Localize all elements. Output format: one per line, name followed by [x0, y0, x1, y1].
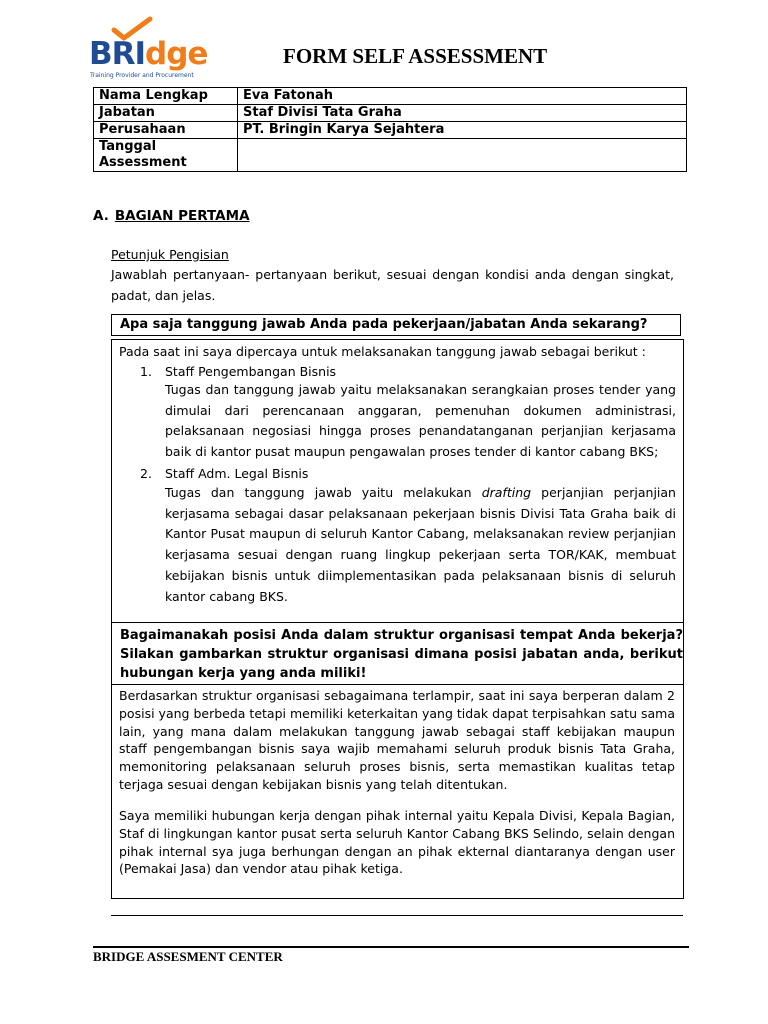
answer-1-intro: Pada saat ini saya dipercaya untuk melaksanakan tanggung jawab sebagai berikut :: [119, 344, 646, 359]
logo-tagline: Training Provider and Procurement: [90, 72, 194, 79]
page-title: FORM SELF ASSESSMENT: [283, 44, 548, 68]
list-item-1-title: Staff Pengembangan Bisnis: [165, 364, 337, 379]
desc-part: perjanjian perjanjian kerjasama sebagai dasar pelaksanaan pekerjaan bisnis Divisi Tata Graha baik di Kantor Pusat maupun di seluruh Kantor Cabang, melaksanakan review perjanjian kerjasama sesuai dengan ruang lingkup pekerjaan serta TOR/KAK, membuat kebijakan bisnis untuk diimplementasikan pada pelaksanaan bisnis di seluruh kantor cabang BKS.: [165, 485, 676, 604]
table-row: [94, 139, 687, 172]
label-nama: Nama Lengkap: [94, 88, 238, 105]
list-item-2-title: Staff Adm. Legal Bisnis: [165, 466, 309, 481]
answer-2-para1: Berdasarkan struktur organisasi sebagaimana terlampir, saat ini saya berperan dalam 2 posisi yang berbeda tetapi memiliki keterkaitan yang tidak dapat terpisahkan satu sama lain, yang mana dalam melakukan tanggung jawab sebagai staff kebijakan maupun staff pengembangan bisnis saya wajib memahami seluruh produk bisnis Tata Graha, memonitoring pelaksanaan seluruh proses bisnis, serta memastikan kualitas tetap terjaga sesuai dengan kebijakan bisnis yang telah ditentukan.: [119, 688, 675, 792]
list-item-1-desc: Tugas dan tanggung jawab yaitu melaksanakan serangkaian proses tender yang dimulai dari perencanaan anggaran, pemenuhan dokumen administrasi, pelaksanaan negosiasi hingga proses penandatanganan perjanjian kerjasama baik di kantor pusat maupun pengawalan proses tender di kantor cabang BKS;: [165, 382, 676, 460]
logo-wordmark: [89, 36, 207, 72]
divider: [111, 915, 683, 916]
answer-2-para2: Saya memiliki hubungan kerja dengan pihak internal yaitu Kepala Divisi, Kepala Bagian, Staf di lingkungan kantor pusat serta seluruh Kantor Cabang BKS Selindo, selain dengan pihak internal sya juga berhungan dengan an pihak ekternal diantaranya dengan user (Pemakai Jasa) dan vendor atau pihak ketiga.: [119, 808, 675, 877]
value-jabatan: Staf Divisi Tata Graha: [238, 105, 687, 122]
footer-divider: [93, 946, 689, 948]
list-item-2-number: 2.: [140, 466, 152, 481]
question-1: Apa saja tanggung jawab Anda pada pekerjaan/jabatan Anda sekarang?: [111, 314, 681, 336]
section-letter: A.: [93, 208, 109, 224]
instructions-text: Jawablah pertanyaan- pertanyaan berikut, sesuai dengan kondisi anda dengan singkat, padat, dan jelas.: [111, 267, 674, 303]
question-2: Bagaimanakah posisi Anda dalam struktur organisasi tempat Anda bekerja? Silakan gambarkan struktur organisasi dimana posisi jabatan anda, berikut hubungan kerja yang anda miliki!: [111, 622, 684, 687]
label-jabatan: Jabatan: [94, 105, 238, 122]
logo-bri: BRI: [89, 36, 146, 72]
list-item-2-desc: [165, 483, 676, 607]
section-title: BAGIAN PERTAMA: [114, 208, 250, 224]
answer-2-box: [111, 684, 684, 899]
list-item-1-number: 1.: [140, 364, 152, 379]
info-table: [93, 87, 687, 172]
section-heading: [93, 208, 250, 224]
table-row: [94, 105, 687, 122]
answer-1-box: [111, 339, 684, 624]
table-row: [94, 122, 687, 139]
instructions-heading: Petunjuk Pengisian: [111, 247, 229, 262]
desc-part: Tugas dan tanggung jawab yaitu melakukan: [165, 485, 482, 500]
desc-emphasis: drafting: [481, 485, 532, 500]
value-nama: Eva Fatonah: [238, 88, 687, 105]
footer-text: BRIDGE ASSESMENT CENTER: [93, 949, 283, 964]
value-tanggal: [238, 139, 687, 172]
value-perusahaan: PT. Bringin Karya Sejahtera: [238, 122, 687, 139]
table-row: [94, 88, 687, 105]
label-tanggal: Tanggal Assessment: [94, 139, 238, 172]
label-perusahaan: Perusahaan: [94, 122, 238, 139]
logo-dge: dge: [145, 36, 208, 72]
